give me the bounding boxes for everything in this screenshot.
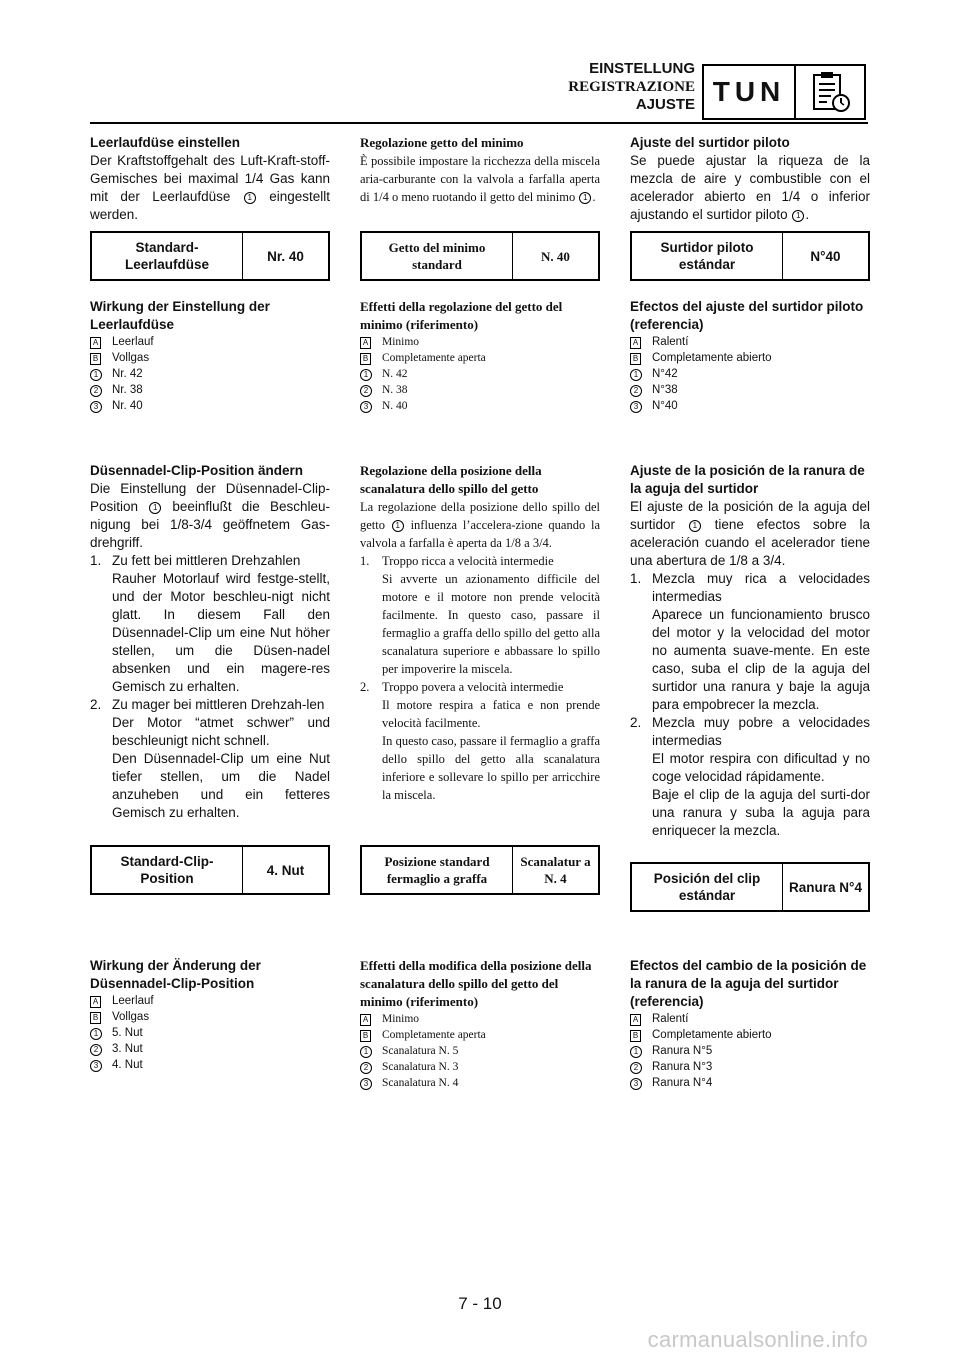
section-badge [702, 64, 866, 120]
legend-num-3: 3 [360, 401, 372, 413]
legend-letter-b: B [630, 1030, 641, 1042]
it-effect-clip-title: Effetti della modifica della posizione della scanalatura dello spillo del getto del minimo (riferimento) [360, 958, 592, 1009]
legend-text: Vollgas [112, 352, 150, 364]
es-clip-position-section [630, 462, 870, 840]
legend-item [360, 334, 600, 350]
legend-item [360, 366, 600, 382]
legend-item [90, 350, 330, 366]
legend-item [90, 398, 330, 414]
list-head: Troppo ricca a velocità intermedie [382, 554, 554, 568]
legend-item [630, 1043, 870, 1059]
it-legend-1 [360, 334, 600, 414]
legend-text: N. 40 [382, 400, 408, 412]
legend-num-3: 3 [360, 1078, 372, 1090]
es-effect-pilot-jet [630, 298, 870, 414]
legend-item [90, 1025, 330, 1041]
legend-num-3: 3 [90, 401, 102, 413]
it-pilot-jet-section [360, 134, 600, 206]
legend-text: Ranura N°5 [652, 1045, 713, 1057]
legend-num-1: 1 [630, 1046, 642, 1058]
list-text: El motor respira con dificultad y no coge velocidad rápidamente. [652, 751, 870, 784]
it-standard-clip-table [360, 845, 600, 895]
list-text: Si avverte un azionamento difficile del motore e il motore non prende velocità facilmente. In questo caso, passare il fermaglio a graffa dello spillo del getto alla scanalatura superiore e abbassare lo spillo per impoverire la miscela. [382, 572, 600, 676]
it-clip-position-section [360, 462, 600, 804]
it-std-pilot-jet-label: Getto del minimo standard [362, 233, 513, 279]
legend-item [360, 1011, 600, 1027]
legend-text: 5. Nut [112, 1027, 143, 1039]
legend-text: Ranura N°4 [652, 1077, 713, 1089]
es-standard-pilot-jet-table [630, 231, 870, 281]
list-head: Mezcla muy rica a velocidades intermedias [652, 571, 870, 604]
legend-item [360, 1043, 600, 1059]
legend-item [630, 350, 870, 366]
legend-text: Scanalatura N. 3 [382, 1061, 459, 1073]
de-standard-pilot-jet-table [90, 231, 330, 281]
legend-letter-a: A [630, 1014, 641, 1026]
legend-text: N. 42 [382, 368, 408, 380]
legend-item [360, 382, 600, 398]
list-number: 1. [90, 553, 102, 568]
es-effect-clip-title: Efectos del cambio de la posición de la ranura de la aguja del surtidor (referencia) [630, 958, 867, 1009]
list-item [90, 696, 330, 822]
legend-text: Minimo [382, 1013, 420, 1025]
de-std-pilot-jet-label: Standard-Leerlaufdüse [92, 233, 243, 279]
list-item [630, 570, 870, 714]
legend-text: N. 38 [382, 384, 408, 396]
de-pilot-jet-body-b: eingestellt werden. [90, 189, 330, 222]
es-pilot-jet-body [630, 152, 870, 224]
legend-num-2: 2 [360, 1062, 372, 1074]
de-legend-1 [90, 334, 330, 414]
list-text: Rauher Motorlauf wird festge-stellt, und der Motor beschleu-nigt nicht glatt. In diesem Fall den Düsennadel-Clip um eine Nut höher stellen, um die Düsen-nadel absenken und ein magere-res Gemisch zu erhalten. [112, 571, 330, 694]
legend-num-2: 2 [360, 385, 372, 397]
legend-num-3: 3 [90, 1060, 102, 1072]
legend-text: Nr. 40 [112, 400, 143, 412]
it-effect-pilot-jet-title: Effetti della regolazione del getto del minimo (riferimento) [360, 299, 563, 332]
callout-1: 1 [579, 192, 591, 204]
header-titles [568, 60, 695, 114]
legend-letter-b: B [630, 353, 641, 365]
legend-num-3: 3 [630, 1078, 642, 1090]
es-clip-body-b: tiene efectos sobre la aceleración cuando el acelerador tiene una abertura de 1/8 a 3/4. [630, 517, 870, 568]
legend-text: Scanalatura N. 4 [382, 1077, 459, 1089]
es-standard-clip-table [630, 862, 870, 912]
legend-item [630, 382, 870, 398]
callout-1: 1 [392, 520, 404, 532]
legend-item [90, 382, 330, 398]
it-clip-body-a: La regolazione della posizione dello spillo del getto [360, 500, 600, 532]
legend-item [630, 1059, 870, 1075]
legend-text: Ralentí [652, 1013, 689, 1025]
list-text: Der Motor “atmet schwer” und beschleunigt nicht schnell. [112, 715, 330, 748]
legend-item [90, 1057, 330, 1073]
legend-item [360, 1075, 600, 1091]
legend-text: Completamente abierto [652, 352, 772, 364]
it-pilot-jet-title: Regolazione getto del minimo [360, 135, 524, 150]
legend-item [360, 398, 600, 414]
de-clip-body-b: beeinflußt die Beschleu-nigung bei 1/8-3/4 geöffnetem Gas-drehgriff. [90, 499, 330, 550]
de-effect-clip [90, 957, 330, 1073]
legend-text: N°40 [652, 400, 678, 412]
list-number: 2. [360, 680, 370, 694]
legend-num-1: 1 [90, 369, 102, 381]
watermark: carmanualsonline.info [647, 1327, 868, 1352]
es-std-pilot-jet-label: Surtidor piloto estándar [632, 233, 783, 279]
legend-text: Completamente aperta [382, 1029, 486, 1041]
legend-letter-b: B [360, 1030, 371, 1042]
it-pilot-jet-body-a: È possibile impostare la ricchezza della miscela aria-carburante con la valvola a farfalla aperta di 1/4 o meno ruotando il getto del minimo [360, 154, 600, 204]
legend-item [90, 1009, 330, 1025]
legend-item [360, 1027, 600, 1043]
legend-letter-a: A [360, 337, 371, 349]
legend-letter-b: B [90, 1012, 101, 1024]
es-legend-2 [630, 1011, 870, 1091]
de-clip-position-section [90, 462, 330, 822]
list-head: Zu fett bei mittleren Drehzahlen [112, 553, 301, 568]
list-item [630, 714, 870, 840]
legend-item [90, 366, 330, 382]
it-std-clip-label: Posizione standard fermaglio a graffa [362, 847, 513, 893]
legend-letter-a: A [90, 996, 101, 1008]
legend-num-2: 2 [90, 1044, 102, 1056]
legend-num-1: 1 [360, 369, 372, 381]
it-effect-clip [360, 957, 600, 1091]
header-title-it: REGISTRAZIONE [568, 79, 695, 95]
legend-num-2: 2 [630, 385, 642, 397]
de-pilot-jet-body [90, 152, 330, 224]
es-std-pilot-jet-value: N°40 [810, 248, 841, 264]
legend-text: 4. Nut [112, 1059, 143, 1071]
de-std-pilot-jet-value: Nr. 40 [267, 248, 304, 264]
legend-text: Nr. 38 [112, 384, 143, 396]
list-number: 1. [630, 571, 642, 586]
callout-1: 1 [149, 502, 161, 514]
legend-text: Nr. 42 [112, 368, 143, 380]
legend-text: 3. Nut [112, 1043, 143, 1055]
list-text: Il motore respira a fatica e non prende velocità facilmente. [382, 698, 600, 730]
header-rule [90, 122, 868, 124]
legend-text: Ralentí [652, 336, 689, 348]
list-text: Den Düsennadel-Clip um eine Nut tiefer stellen, um die Nadel anzuheben und ein fetteres Gemisch zu erhalten. [112, 751, 330, 820]
de-pilot-jet-body-a: Der Kraftstoffgehalt des Luft-Kraft-stoff-Gemisches bei maximal 1/4 Gas kann mit der Leerlaufdüse [90, 153, 330, 204]
es-std-clip-label: Posición del clip estándar [632, 864, 783, 910]
section-code: TUN [704, 66, 796, 118]
legend-letter-a: A [630, 337, 641, 349]
list-text: Aparece un funcionamiento brusco del motor y la velocidad del motor no aumenta suave-mente. En este caso, suba el clip de la aguja del surtidor una ranura y baje la aguja para empobrecer la mezcla. [652, 607, 870, 712]
legend-text: Scanalatura N. 5 [382, 1045, 459, 1057]
legend-num-1: 1 [630, 369, 642, 381]
legend-letter-a: A [90, 337, 101, 349]
callout-1: 1 [792, 210, 804, 222]
legend-text: Leerlauf [112, 336, 154, 348]
legend-num-2: 2 [90, 385, 102, 397]
list-head: Mezcla muy pobre a velocidades intermedias [652, 715, 870, 748]
legend-item [630, 334, 870, 350]
de-effect-pilot-jet-title: Wirkung der Einstellung der Leerlaufdüse [90, 299, 270, 332]
list-number: 2. [90, 697, 102, 712]
legend-text: N°42 [652, 368, 678, 380]
de-effect-pilot-jet [90, 298, 330, 414]
it-pilot-jet-body-b: . [592, 190, 596, 204]
legend-item [630, 1027, 870, 1043]
legend-item [630, 1011, 870, 1027]
list-text: In questo caso, passare il fermaglio a graffa dello spillo del getto alla scanalatura inferiore e sollevare lo spillo per arricchire la miscela. [382, 734, 600, 802]
es-std-clip-value: Ranura N°4 [789, 879, 862, 895]
legend-item [630, 398, 870, 414]
de-effect-clip-title: Wirkung der Änderung der Düsennadel-Clip-Position [90, 958, 261, 991]
de-pilot-jet-title: Leerlaufdüse einstellen [90, 135, 241, 150]
it-effect-pilot-jet [360, 298, 600, 414]
legend-item [360, 1059, 600, 1075]
es-pilot-jet-body-b: . [805, 207, 810, 222]
legend-item [90, 993, 330, 1009]
es-pilot-jet-title: Ajuste del surtidor piloto [630, 135, 790, 150]
legend-num-1: 1 [90, 1028, 102, 1040]
es-legend-1 [630, 334, 870, 414]
legend-num-1: 1 [360, 1046, 372, 1058]
legend-item [90, 334, 330, 350]
legend-text: Vollgas [112, 1011, 150, 1023]
header-title-de: EINSTELLUNG [589, 60, 695, 77]
de-clip-position-body [90, 480, 330, 552]
de-legend-2 [90, 993, 330, 1073]
de-std-clip-value: 4. Nut [266, 862, 305, 878]
legend-text: Minimo [382, 336, 420, 348]
header-title-es: AJUSTE [635, 96, 695, 113]
legend-item [630, 1075, 870, 1091]
es-effect-pilot-jet-title: Efectos del ajuste del surtidor piloto (referencia) [630, 299, 864, 332]
legend-text: Completamente aperta [382, 352, 486, 364]
it-standard-pilot-jet-table [360, 231, 600, 281]
legend-text: Completamente abierto [652, 1029, 772, 1041]
list-number: 1. [360, 554, 370, 568]
legend-item [360, 350, 600, 366]
de-clip-position-title: Düsennadel-Clip-Position ändern [90, 463, 304, 478]
it-legend-2 [360, 1011, 600, 1091]
it-std-pilot-jet-value: N. 40 [541, 248, 570, 264]
es-pilot-jet-section [630, 134, 870, 224]
de-pilot-jet-section [90, 134, 330, 224]
es-clip-body-a: El ajuste de la posición de la aguja del surtidor [630, 499, 870, 532]
callout-1: 1 [244, 192, 256, 204]
list-number: 2. [630, 715, 642, 730]
legend-item [90, 1041, 330, 1057]
legend-item [630, 366, 870, 382]
list-head: Zu mager bei mittleren Drehzah-len [112, 697, 325, 712]
es-clip-position-body [630, 498, 870, 570]
legend-num-3: 3 [630, 401, 642, 413]
it-clip-body-b: influenza l’accelera-zione quando la valvola a farfalla è aperta da 1/8 a 3/4. [360, 518, 601, 550]
legend-letter-b: B [360, 353, 371, 365]
page-number: 7 - 10 [458, 1294, 502, 1313]
list-item [360, 552, 600, 678]
legend-text: Ranura N°3 [652, 1061, 713, 1073]
it-pilot-jet-body [360, 152, 600, 206]
legend-text: Leerlauf [112, 995, 154, 1007]
list-text: Baje el clip de la aguja del surti-dor una ranura y suba la aguja para enriquecer la mezcla. [652, 787, 870, 838]
es-clip-position-title: Ajuste de la posición de la ranura de la aguja del surtidor [630, 463, 865, 496]
list-item [90, 552, 330, 696]
callout-1: 1 [689, 520, 701, 532]
list-item [360, 678, 600, 804]
legend-text: N°38 [652, 384, 678, 396]
de-std-clip-label: Standard-Clip-Position [92, 847, 243, 893]
it-std-clip-value: Scanalatur a N. 4 [520, 854, 591, 886]
de-standard-clip-table [90, 845, 330, 895]
es-pilot-jet-body-a: Se puede ajustar la riqueza de la mezcla de aire y combustible con el acelerador abierto en 1/4 o inferior ajustando el surtidor piloto [630, 153, 870, 222]
list-head: Troppo povera a velocità intermedie [382, 680, 564, 694]
legend-letter-b: B [90, 353, 101, 365]
de-clip-body-a: Die Einstellung der Düsennadel-Clip-Position [90, 481, 330, 514]
es-effect-clip [630, 957, 870, 1091]
legend-letter-a: A [360, 1014, 371, 1026]
it-clip-position-title: Regolazione della posizione della scanalatura dello spillo del getto [360, 463, 542, 496]
legend-num-2: 2 [630, 1062, 642, 1074]
clipboard-stopwatch-icon [796, 66, 864, 118]
it-clip-position-body [360, 498, 600, 552]
